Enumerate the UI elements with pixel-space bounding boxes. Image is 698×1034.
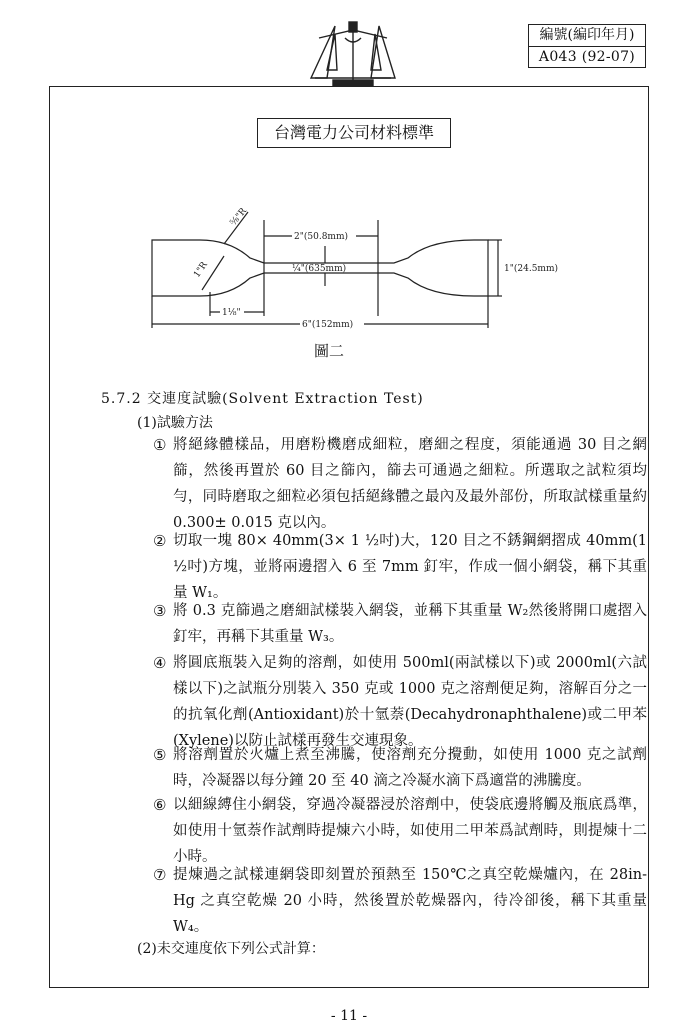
step-number: ⑦ (153, 866, 167, 884)
code-label: 編號(編印年月) (529, 25, 645, 47)
subheading-formula: (2)未交連度依下列公式計算： (137, 941, 325, 957)
code-value: A043 (92-07) (538, 49, 636, 65)
dim-neck-width: ¼"(635mm) (292, 264, 347, 274)
dim-radius-left: 1"R (192, 260, 210, 280)
step-item (153, 432, 647, 536)
dim-end-width: 1"(24.5mm) (504, 264, 558, 274)
step-item (153, 598, 647, 650)
subheading-method: (1)試驗方法 (137, 415, 213, 431)
step-number: ⑥ (153, 796, 167, 814)
page-number: - 11 - (330, 1008, 368, 1024)
step-text: 將溶劑置於火爐上煮至沸騰，使溶劑充分攪動，如使用 1000 克之試劑時，冷凝器以每分鐘 20 至 40 滴之冷凝水滴下爲適當的沸騰度。 (173, 747, 647, 789)
document-code-box (528, 24, 646, 68)
step-item (153, 650, 647, 754)
step-item (153, 528, 647, 606)
dim-total-length: 6"(152mm) (302, 320, 354, 330)
step-number: ② (153, 532, 167, 550)
step-number: ① (153, 436, 167, 454)
dim-shoulder: 1⅛" (222, 308, 241, 318)
step-text: 將圓底瓶裝入足夠的溶劑，如使用 500ml(兩試樣以下)或 2000ml(六試樣以下)之試瓶分別裝入 350 克或 1000 克之溶劑便足夠，溶解百分之一的抗氧化劑(Antioxidant)於十氫萘(Decahydronaphthalene)或二甲苯(Xylene)以防止試樣再發生交連現象。 (173, 655, 647, 749)
step-text: 將 0.3 克篩過之磨細試樣裝入網袋，並稱下其重量 W₂然後將開口處摺入釘牢，再稱下其重量 W₃。 (173, 603, 647, 645)
step-item (153, 792, 647, 870)
standard-title: 台灣電力公司材料標準 (257, 118, 451, 148)
step-number: ③ (153, 602, 167, 620)
section-heading: 5.7.2 交連度試驗(Solvent Extraction Test) (101, 391, 424, 407)
step-number: ④ (153, 654, 167, 672)
scales-logo-icon (305, 20, 401, 92)
step-text: 切取一塊 80× 40mm(3× 1 ½吋)大，120 目之不銹鋼網摺成 40mm(1 ½吋)方塊，並將兩邊摺入 6 至 7mm 釘牢，作成一個小網袋，稱下其重量 W₁。 (173, 533, 647, 601)
step-text: 提煉過之試樣連網袋即刻置於預熱至 150℃之真空乾燥爐內，在 28in-Hg 之真空乾燥 20 小時，然後置於乾燥器內，待冷卻後，稱下其重量 W₄。 (173, 867, 647, 935)
step-item (153, 742, 647, 794)
dim-radius-top: ⅝"R (228, 206, 249, 228)
dim-gauge-length: 2"(50.8mm) (294, 232, 348, 242)
step-number: ⑤ (153, 746, 167, 764)
step-item (153, 862, 647, 940)
step-text: 將絕緣體樣品，用磨粉機磨成細粒，磨細之程度，須能通過 30 目之網篩，然後再置於 60 目之篩內，篩去可通過之細粒。所選取之試粒須均勻，同時磨取之細粒必須包括絕緣體之最內及最外部份，所取試樣重量約 0.300± 0.015 克以內。 (173, 437, 647, 531)
step-text: 以細線縛住小網袋，穿過冷凝器浸於溶劑中，使袋底邊將觸及瓶底爲準，如使用十氫萘作試劑時提煉六小時，如使用二甲苯爲試劑時，則提煉十二小時。 (173, 797, 647, 865)
specimen-drawing (140, 200, 580, 340)
figure-caption: 圖二 (314, 342, 345, 360)
